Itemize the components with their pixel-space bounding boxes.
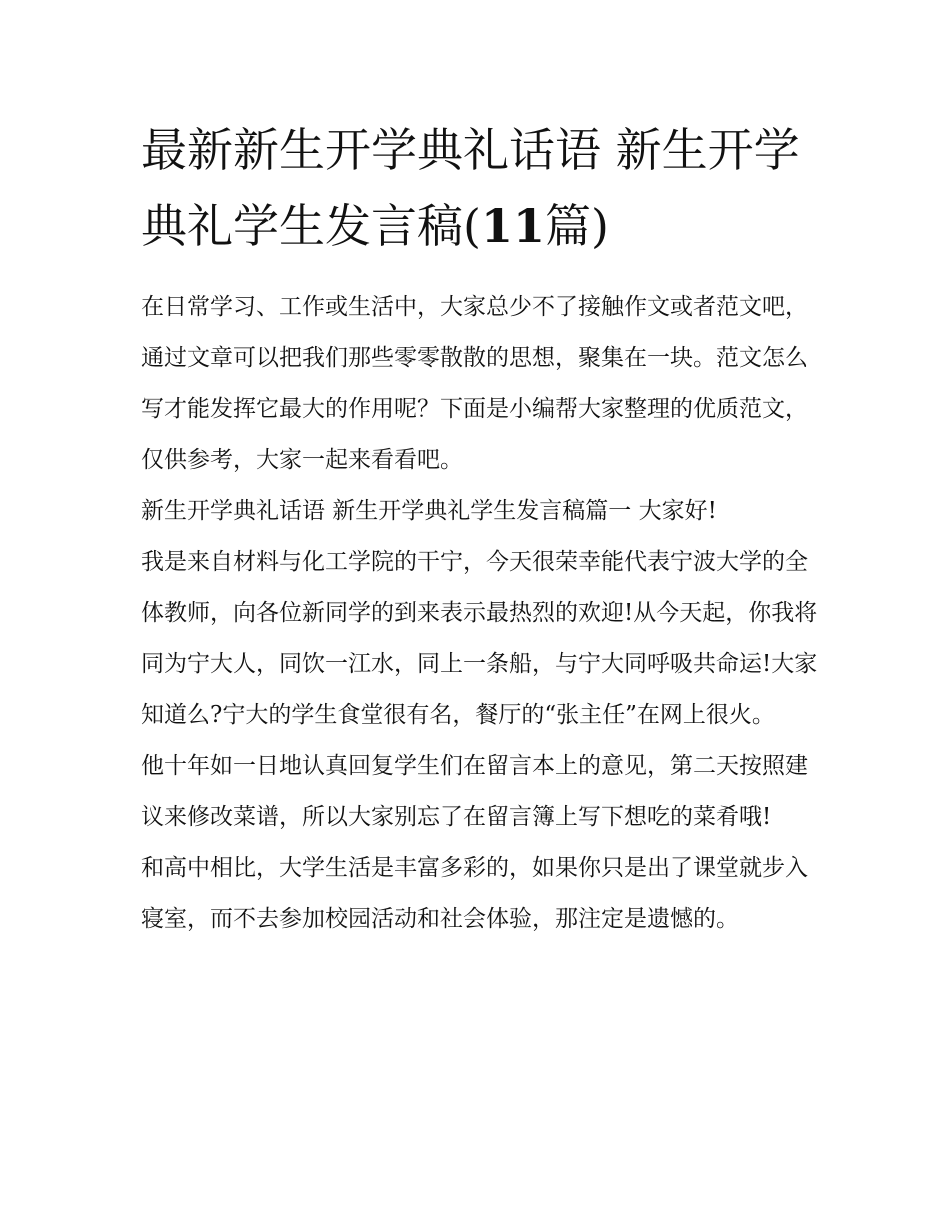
document-body (141, 282, 821, 945)
paragraph-heading-1: 新生开学典礼话语 新生开学典礼学生发言稿篇一 大家好! (141, 498, 717, 524)
paragraph-4: 和高中相比，大学生活是丰富多彩的，如果你只是出了课堂就步入寝室，而不去参加校园活动和社会体验，那注定是遗憾的。 (141, 855, 808, 932)
title-text-part1: 最新新生开学典礼话语 新生开学典礼学生发言稿( (141, 123, 800, 253)
document-title (141, 112, 821, 264)
title-number: 11 (480, 199, 545, 253)
document-content (141, 112, 821, 945)
paragraph-2: 我是来自材料与化工学院的干宁，今天很荣幸能代表宁波大学的全体教师，向各位新同学的到来表示最热烈的欢迎!从今天起，你我将同为宁大人，同饮一江水，同上一条船，与宁大同呼吸共命运!大家知道么?宁大的学生食堂很有名，餐厅的“张主任”在网上很火。 (141, 549, 818, 728)
title-text-part2: 篇) (544, 199, 609, 253)
paragraph-3: 他十年如一日地认真回复学生们在留言本上的意见，第二天按照建议来修改菜谱，所以大家别忘了在留言簿上写下想吃的菜肴哦! (141, 753, 808, 830)
paragraph-intro: 在日常学习、工作或生活中，大家总少不了接触作文或者范文吧，通过文章可以把我们那些零零散散的思想，聚集在一块。范文怎么写才能发挥它最大的作用呢？下面是小编帮大家整理的优质范文，仅供参考，大家一起来看看吧。 (141, 294, 808, 473)
